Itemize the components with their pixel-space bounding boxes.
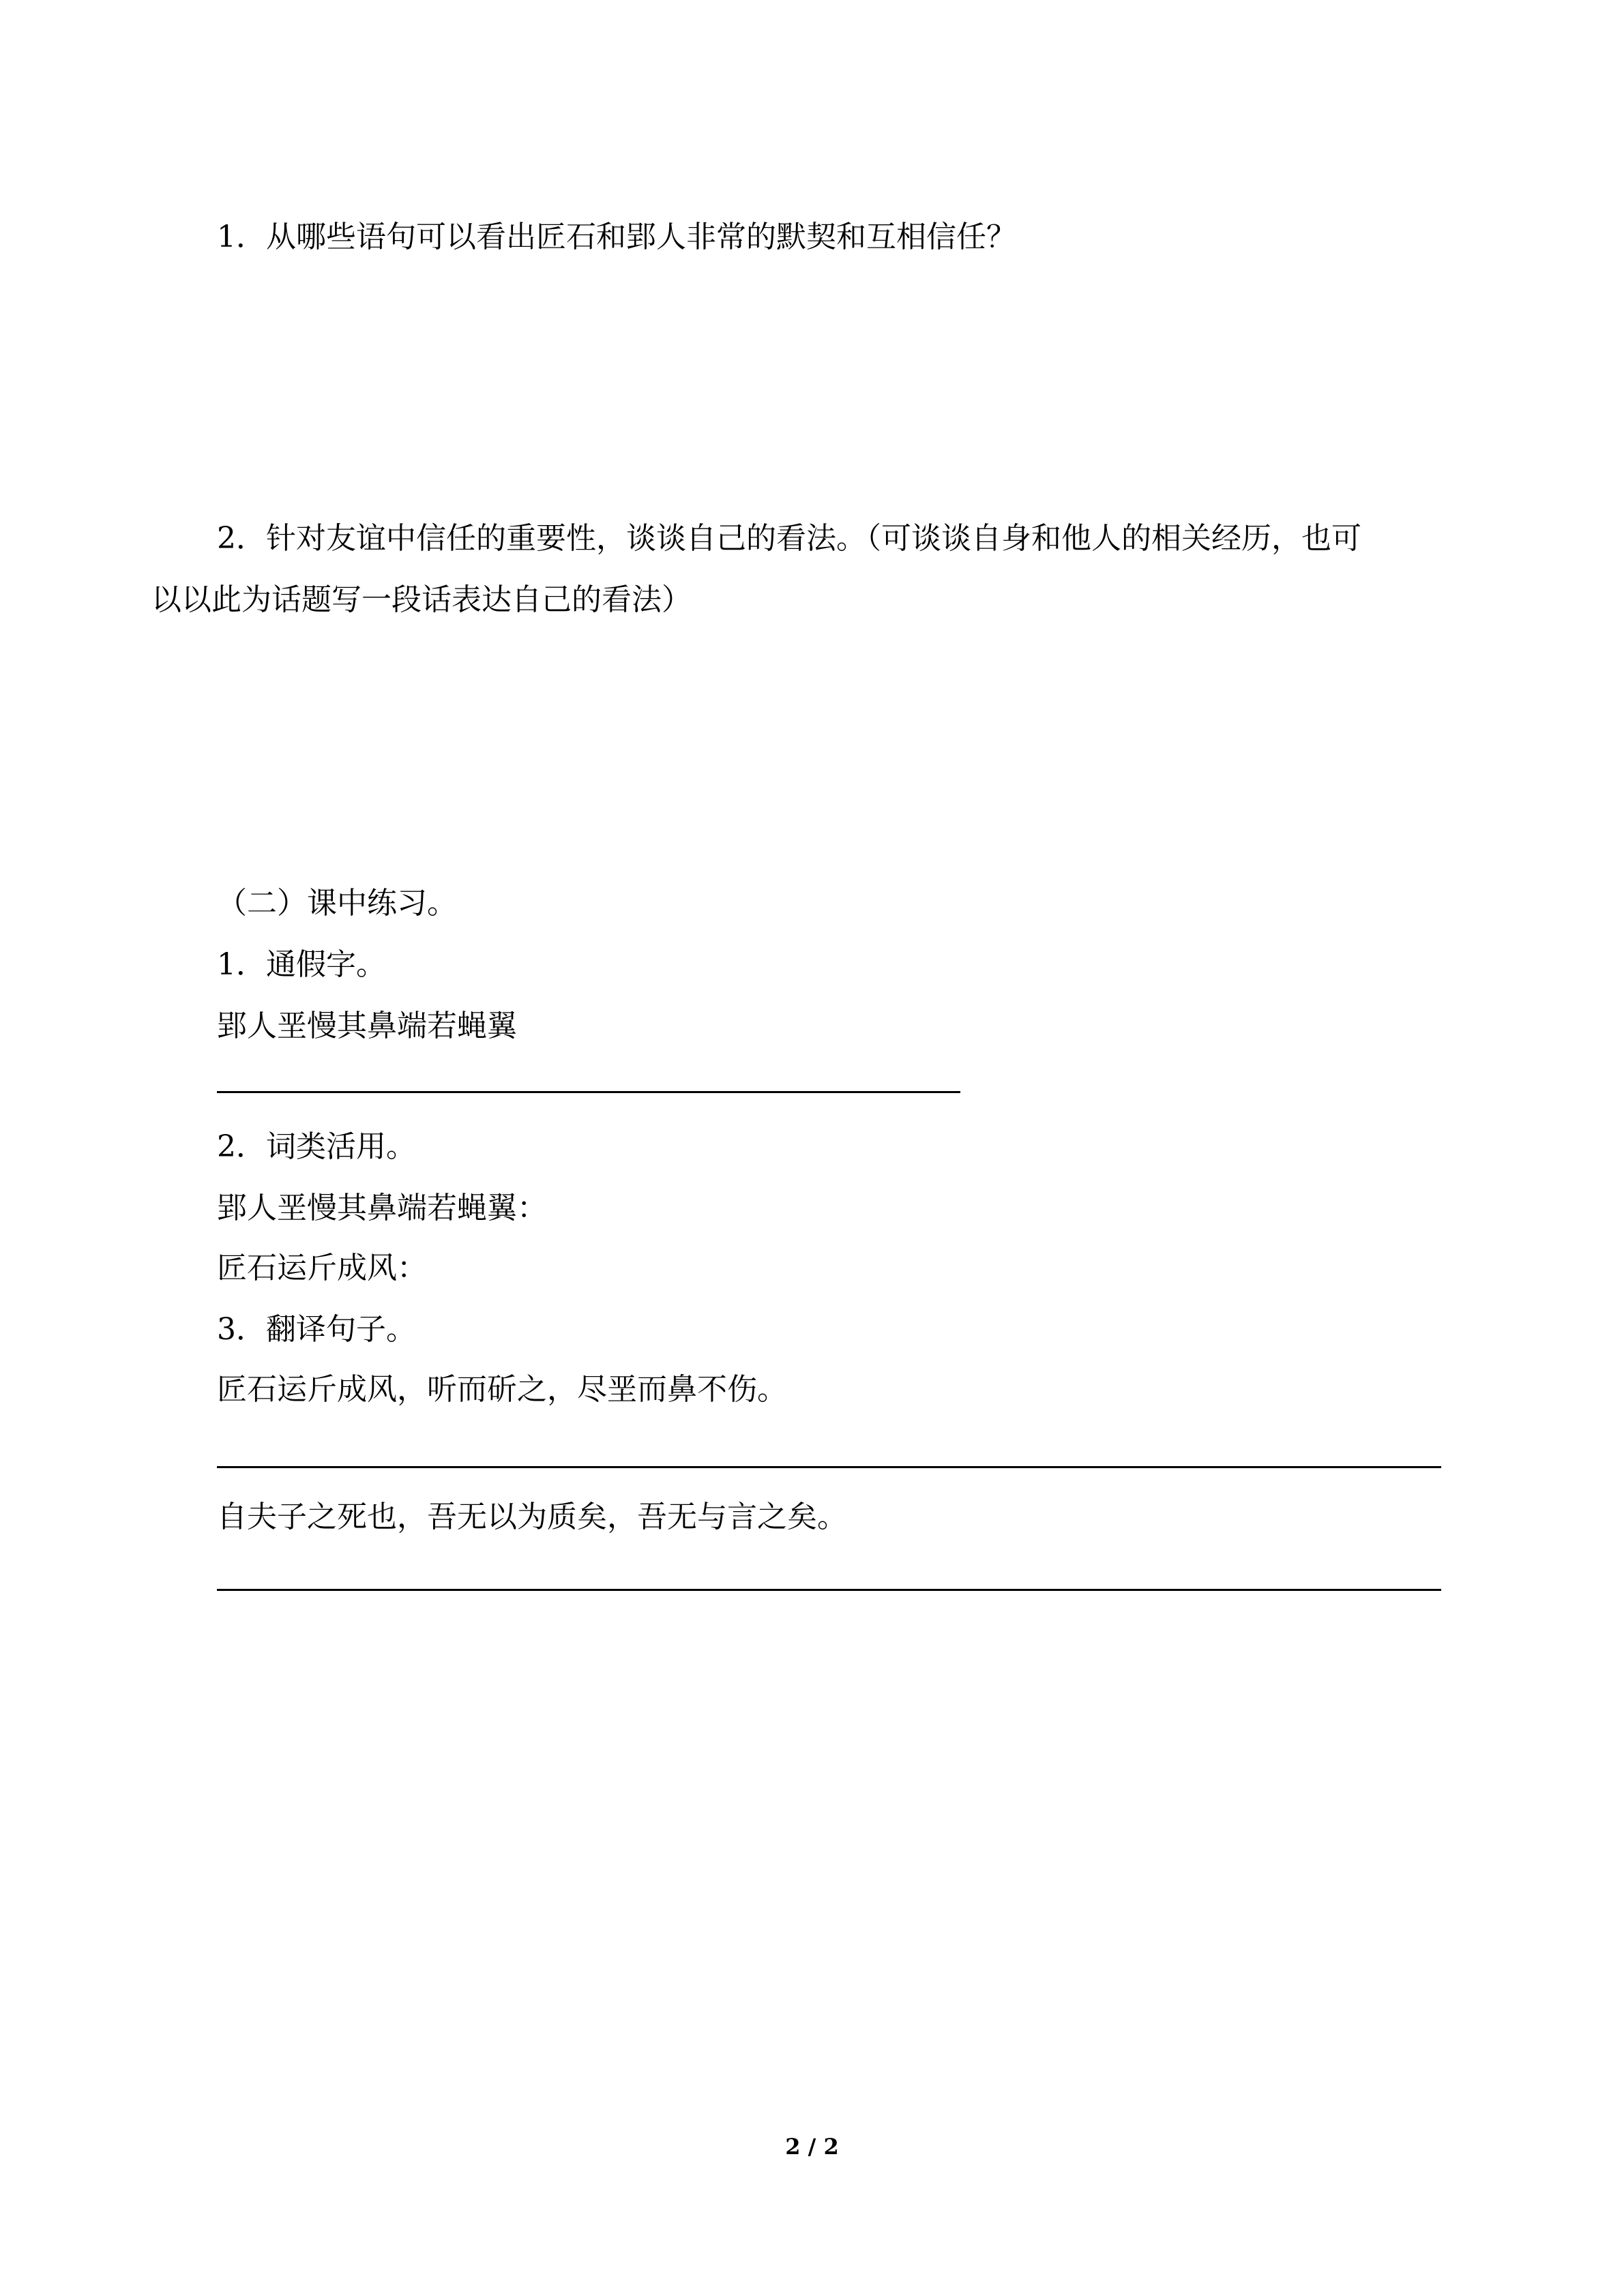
item-3-title: 3．翻译句子。 xyxy=(217,1312,416,1347)
answer-line-2 xyxy=(217,1466,1441,1468)
item-2-sentence-1: 郢人垩慢其鼻端若蝇翼： xyxy=(217,1191,547,1225)
question-1: 1．从哪些语句可以看出匠石和郢人非常的默契和互相信任？ xyxy=(217,220,1016,254)
page-number: 2 / 2 xyxy=(785,2134,839,2160)
section-heading: （二）课中练习。 xyxy=(217,886,457,921)
answer-line-3 xyxy=(217,1589,1441,1591)
question-2-line-2: 以以此为话题写一段话表达自己的看法） xyxy=(151,582,692,617)
item-2-title: 2．词类活用。 xyxy=(217,1129,416,1164)
item-1-sentence: 郢人垩慢其鼻端若蝇翼 xyxy=(217,1009,517,1043)
item-1-title: 1．通假字。 xyxy=(217,947,386,982)
question-2-line-1: 2．针对友谊中信任的重要性，谈谈自己的看法。（可谈谈自身和他人的相关经历，也可 xyxy=(217,521,1361,556)
item-2-sentence-2: 匠石运斤成风： xyxy=(217,1251,427,1285)
item-3-sentence-1: 匠石运斤成风，听而斫之，尽垩而鼻不伤。 xyxy=(217,1372,787,1407)
answer-line-1 xyxy=(217,1091,960,1093)
item-3-sentence-2: 自夫子之死也，吾无以为质矣，吾无与言之矣。 xyxy=(217,1500,847,1534)
